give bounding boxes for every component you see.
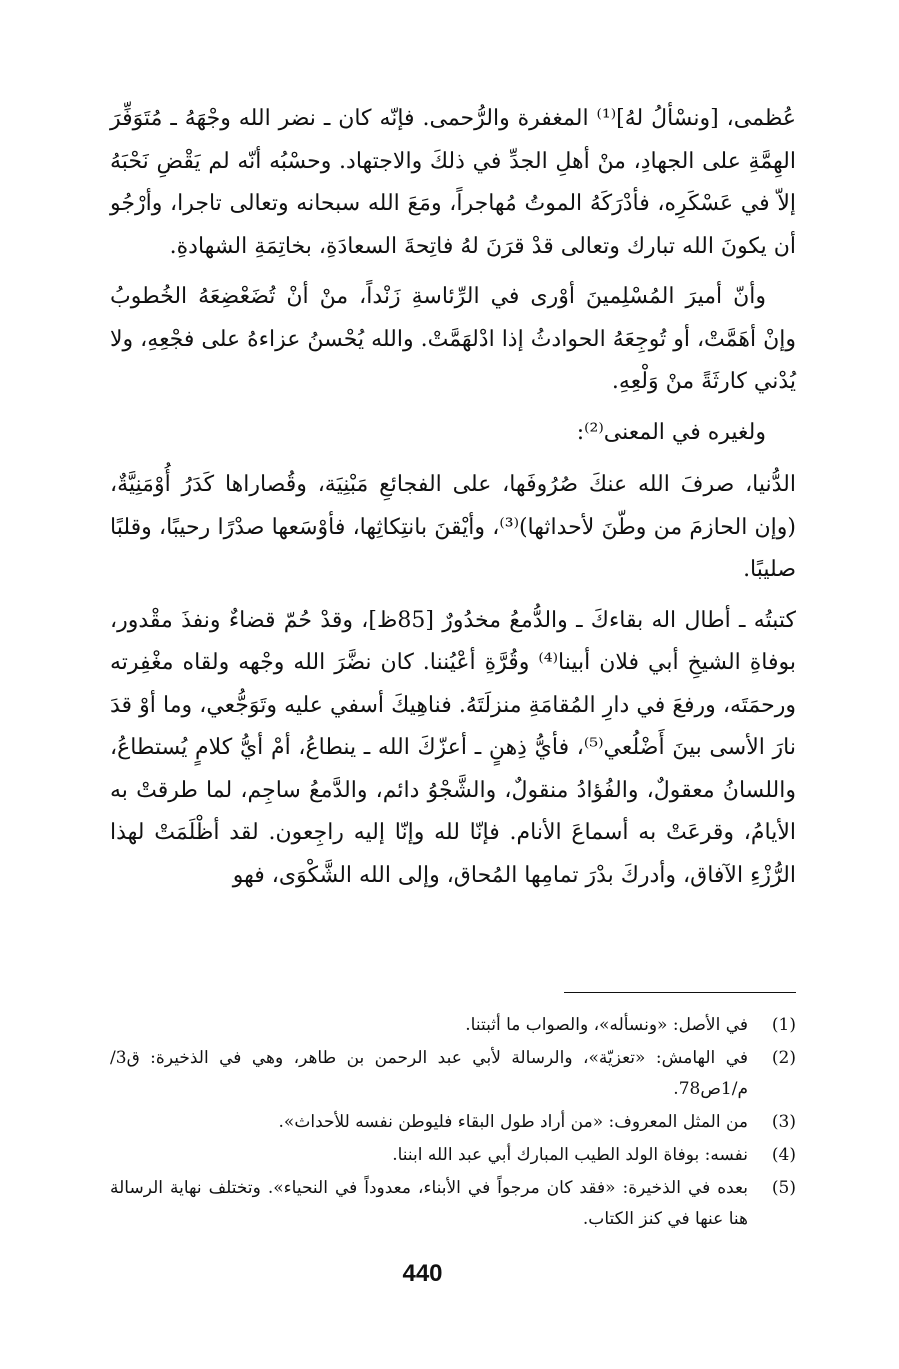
paragraph-5: كتبتُه ـ أطال اله بقاءكَ ـ والدُّمعُ مخدُورٌ [85ظ]، وقدْ حُمّ قضاءٌ ونفذَ مقْدور، بوفاةِ الشيخِ أبي فلان أبينا⁽⁴⁾ وقُرَّةِ أعْيُننا. كان نضَّرَ الله وجْهه ولقاه مغْفِرته ورحمَتَه، ورفعَ في دارِ المُقامَةِ منزلَتَهُ. فناهِيكَ أسفي عليه وتَوَجُّعي، وما أوْ قدَ نارَ الأسى بينَ أَضْلُعي⁽⁵⁾، فأيُّ ذِهنٍ ـ أعزّكَ الله ـ ينطاعُ، أمْ أيُّ كلامٍ يُستطاعُ، واللسانُ معقولٌ، والفُؤادُ منقولٌ، والشَّجْوُ دائم، والدَّمعُ ساجِم، لما طرقتْ به الأيامُ، وقرعَتْ به أسماعَ الأنام. فإنّا لله وإنّا إليه راجِعون. لقد أظْلَمَتْ لهذا الرُّزْءِ الآفاق، وأدركَ بدْرَ تمامِها المُحاق، وإلى الله الشَّكْوَى، فهو	[110, 607, 797, 888]
footnote-4	[110, 1140, 796, 1171]
footnote-2	[110, 1043, 796, 1105]
paragraph-3-heading: ولغيره في المعنى⁽²⁾:	[576, 419, 766, 445]
footnote-text: بعده في الذخيرة: «فقد كان مرجواً في الأبناء، معدوداً في النحياء». وتختلف نهاية الرسالة هنا عنها في كنز الكتاب.	[110, 1178, 748, 1229]
footnote-number: (2)	[771, 1048, 796, 1068]
paragraph-4: الدُّنيا، صرفَ الله عنكَ صُرُوفَها، على الفجائعِ مَبْنِيَة، وقُصاراها كَدَرُ أُوْمَنِيَّةٌ، (وإن الحازمَ من وطّنَ لأحداثها)⁽³⁾، وأيْقنَ بانتِكاثِها، فأوْسَعها صدْرًا رحيبًا، وقلبًا صليبًا.	[110, 472, 796, 582]
footnote-text: في الأصل: «ونسأله»، والصواب ما أثبتنا.	[465, 1015, 748, 1035]
footnote-number: (4)	[771, 1145, 796, 1165]
paragraph-2: وأنّ أميرَ المُسْلِمينَ أوْرى في الرِّئاسةِ زَنْداً، منْ أنْ تُضَعْضِعَهُ الخُطوبُ وإنْ أهَمَّتْ، أو تُوجِعَهُ الحوادثُ إذا ادْلهَمَّتْ. والله يُحْسنُ عزاءهُ على فجْعِهِ، ولا يُدْني كارثَةً منْ وَلْعِهِ.	[110, 284, 796, 394]
page-number: 440	[402, 1260, 443, 1287]
footnote-text: من المثل المعروف: «من أراد طول البقاء فليوطن نفسه للأحداث».	[278, 1112, 748, 1132]
footnote-5	[110, 1173, 796, 1235]
footnote-1	[110, 1010, 796, 1041]
footnote-number: (5)	[771, 1178, 796, 1198]
footnote-number: (1)	[771, 1015, 796, 1035]
paragraph-1: عُظمى، [ونسْألُ لهُ]⁽¹⁾ المغفرة والرُّحمى. فإنّه كان ـ نضر الله وجْهَهُ ـ مُتَوَفِّرَ الهِمَّةِ على الجهادِ، منْ أهلِ الجدِّ في ذلكَ والاجتهاد. وحسْبُه أنّه لم يَقْضِ نَحْبَهُ إلاّ في عَسْكَرِه، فأدْرَكَهُ الموتُ مُهاجراً، ومَعَ الله سبحانه وتعالى تاجرا، وأرْجُو أن يكونَ الله تبارك وتعالى قدْ قرَنَ لهُ فاتِحةَ السعادَةِ، بخاتِمَةِ الشهادةِ.	[110, 106, 796, 259]
footnote-text: نفسه: بوفاة الولد الطيب المبارك أبي عبد الله ابننا.	[392, 1145, 748, 1165]
footnote-3	[110, 1107, 796, 1138]
footnote-separator	[564, 992, 796, 993]
footnotes	[110, 1010, 796, 1237]
footnote-number: (3)	[771, 1112, 796, 1132]
main-text	[110, 98, 796, 905]
footnote-text: في الهامش: «تعزيّة»، والرسالة لأبي عبد الرحمن بن طاهر، وهي في الذخيرة: ق3/م/1ص78.	[110, 1048, 748, 1099]
